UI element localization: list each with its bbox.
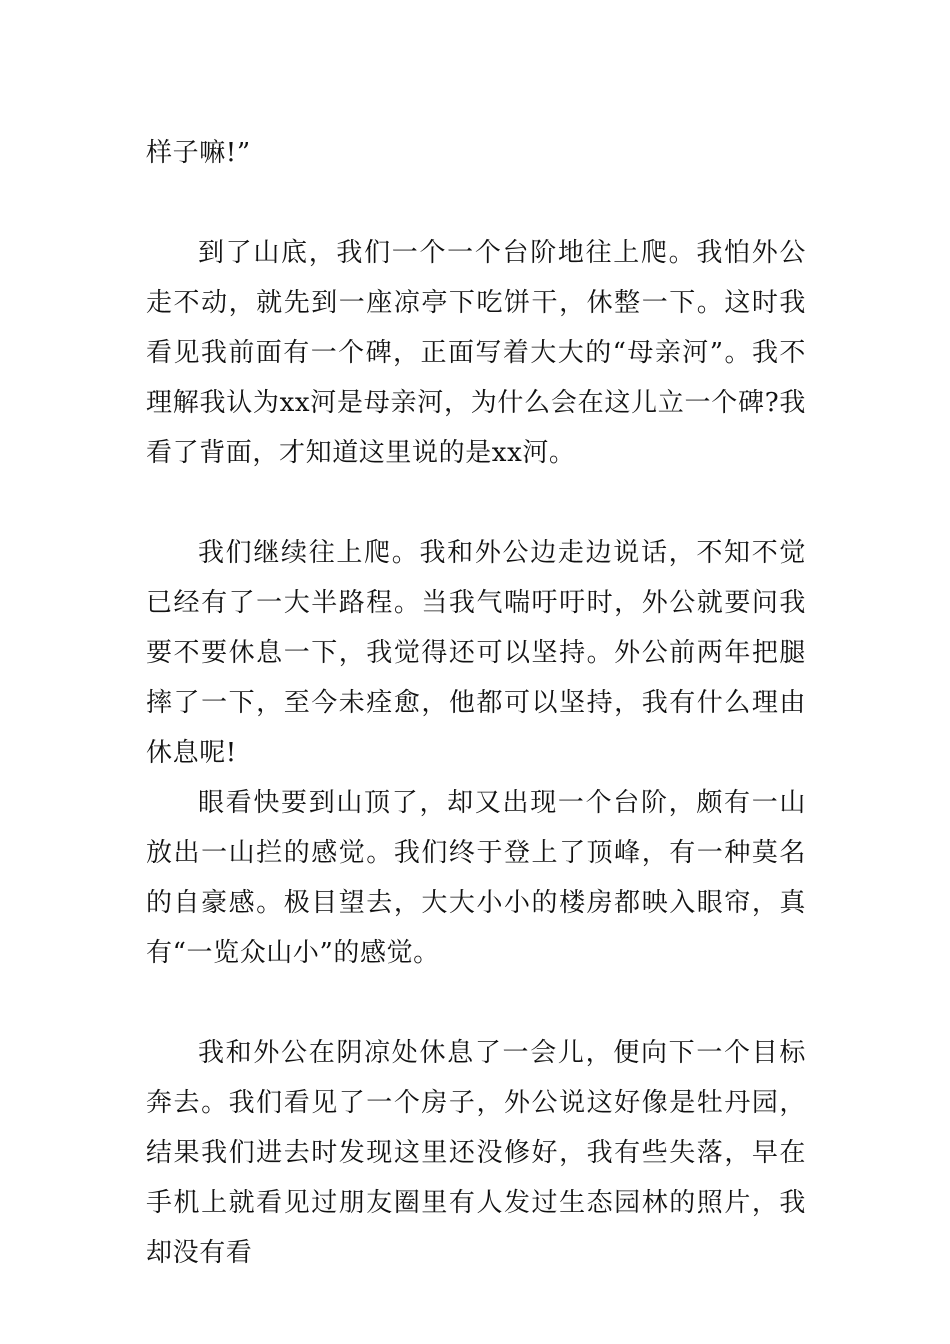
- paragraph-continuation: 样子嘛!”: [146, 138, 251, 168]
- paragraph-reaching-summit: 眼看快要到山顶了，却又出现一个台阶，颇有一山放出一山拦的感觉。我们终于登上了顶峰，有一种莫名的自豪感。极目望去，大大小小的楼房都映入眼帘，真有“一览众山小”的感觉。: [146, 788, 806, 968]
- paragraph-climbing-with-grandpa: 我们继续往上爬。我和外公边走边说话，不知不觉已经有了一大半路程。当我气喘吁吁时，外公就要问我要不要休息一下，我觉得还可以坚持。外公前两年把腿摔了一下，至今未痊愈，他都可以坚持，我有什么理由休息呢!: [146, 538, 806, 768]
- paragraph-peony-garden: 我和外公在阴凉处休息了一会儿，便向下一个目标奔去。我们看见了一个房子，外公说这好像是牡丹园，结果我们进去时发现这里还没修好，我有些失落，早在手机上就看见过朋友圈里有人发过生态园林的照片，我却没有看: [146, 1038, 806, 1268]
- document-page: [146, 0, 806, 1344]
- paragraph-reaching-mountain-base: 到了山底，我们一个一个台阶地往上爬。我怕外公走不动，就先到一座凉亭下吃饼干，休整一下。这时我看见我前面有一个碑，正面写着大大的“母亲河”。我不理解我认为xx河是母亲河，为什么会在这儿立一个碑?我看了背面，才知道这里说的是xx河。: [146, 238, 806, 468]
